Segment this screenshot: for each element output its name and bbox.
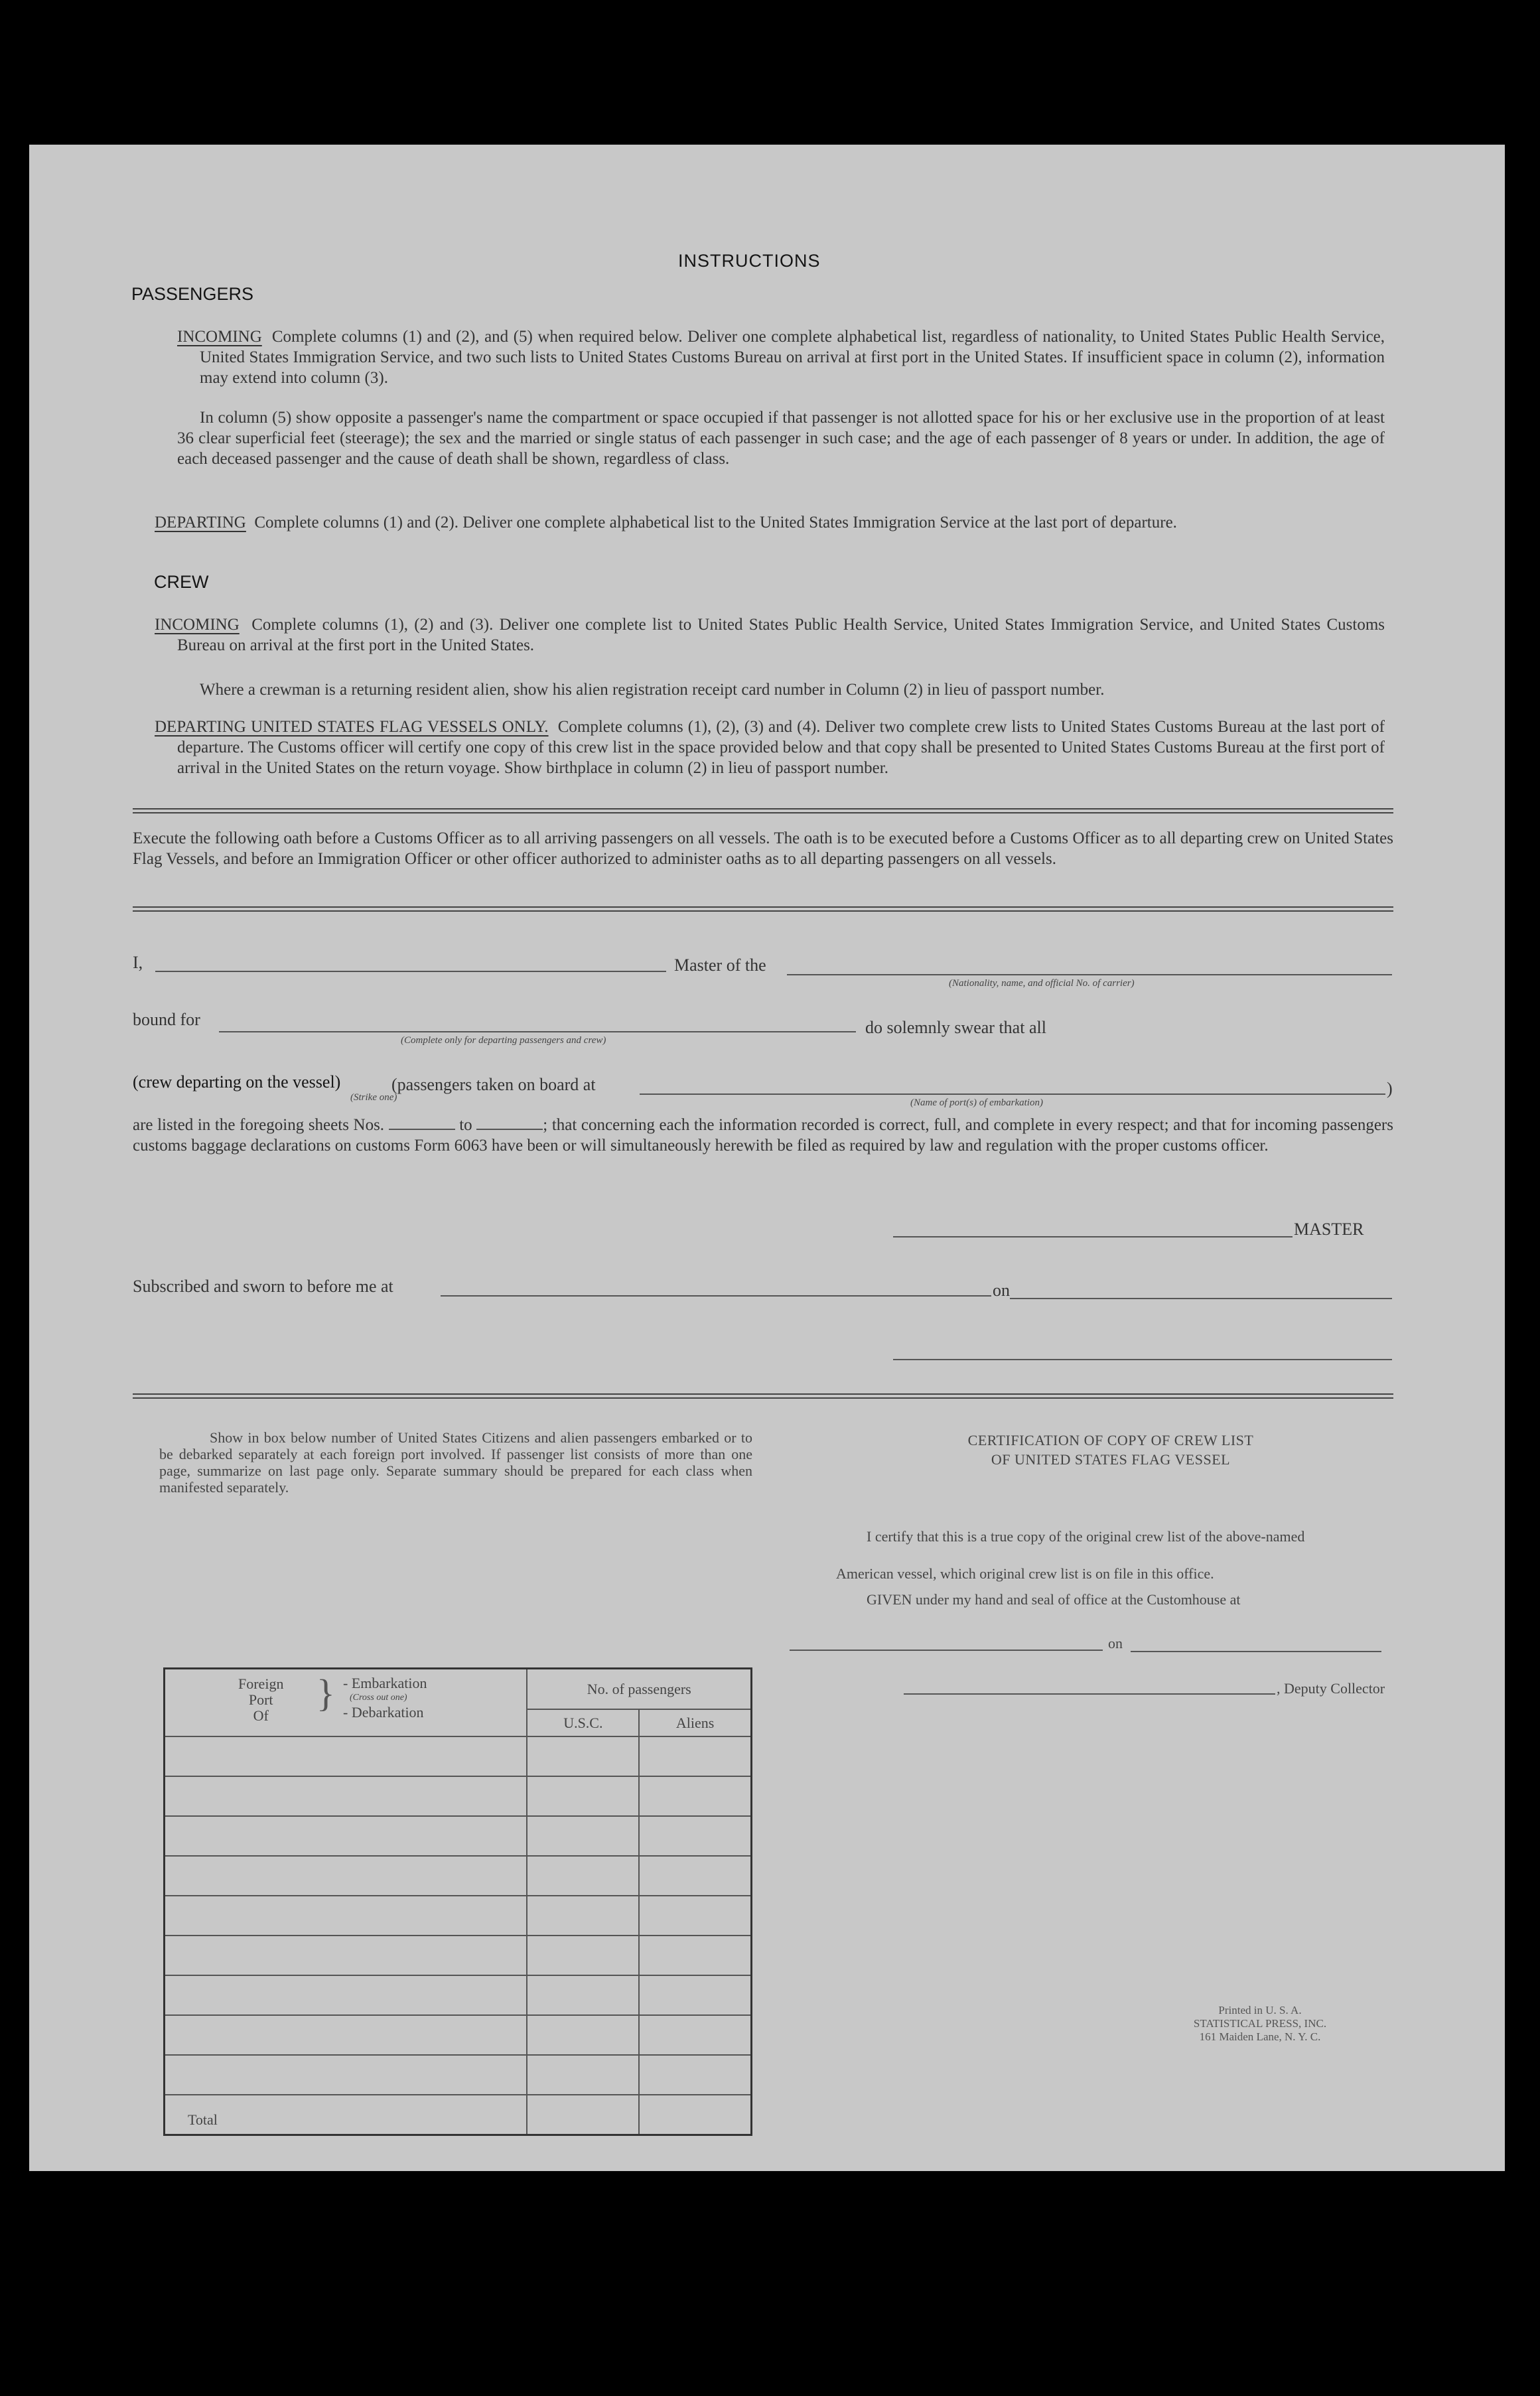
table-header-row	[165, 1669, 752, 1710]
usc-header: U.S.C.	[527, 1709, 639, 1736]
certification-text	[836, 1518, 1412, 1592]
customhouse-field[interactable]	[790, 1650, 1103, 1651]
master-signature-field[interactable]	[893, 1236, 1293, 1237]
usc-cell[interactable]	[527, 2055, 639, 2095]
carrier-field[interactable]	[787, 974, 1392, 975]
sheet-to-field[interactable]	[476, 1129, 543, 1130]
oath-divider	[133, 906, 1393, 912]
subscribed-label: Subscribed and sworn to before me at	[133, 1277, 393, 1296]
table-row	[165, 2055, 752, 2095]
certification-title	[819, 1431, 1403, 1469]
strike-one-caption: (Strike one)	[350, 1092, 397, 1103]
passengers-departing-paragraph	[155, 512, 1385, 533]
port-cell[interactable]	[165, 1936, 527, 1975]
summary-note: Show in box below number of United States Citizens and alien passengers embarked or to be debarked separately at each foreign port involved. If passenger list consists of more than one page, summarize on last page only. Separate summary should be prepared for each class when manifested separately.	[159, 1429, 752, 1496]
table-row	[165, 1816, 752, 1856]
foreign-port-header	[165, 1669, 527, 1737]
passengers-taken-option: (passengers taken on board at	[391, 1075, 596, 1094]
certification-title-line-2: OF UNITED STATES FLAG VESSEL	[991, 1451, 1231, 1468]
foreign-label: Foreign	[238, 1675, 284, 1692]
crew-departing-text: Complete columns (1), (2), (3) and (4). Deliver two complete crew lists to United States Customs Bureau at the last port of departure. The Customs officer will certify one copy of this crew list in the space provided below and that copy shall be presented to United States Customs Bureau at the first port of arrival in the United States on the return voyage. Show birthplace in column (2) in lieu of passport number.	[177, 718, 1385, 777]
form-sheet	[29, 145, 1505, 2171]
listed-to-text: to	[459, 1116, 472, 1134]
carrier-caption: (Nationality, name, and official No. of carrier)	[949, 978, 1135, 989]
aliens-cell[interactable]	[639, 1736, 751, 1776]
cross-out-caption: (Cross out one)	[350, 1693, 407, 1703]
port-cell[interactable]	[165, 2055, 527, 2095]
oath-i-label: I,	[133, 953, 143, 972]
given-text: GIVEN under my hand and seal of office at the Customhouse at	[867, 1591, 1241, 1608]
table-row	[165, 1856, 752, 1896]
table-row	[165, 1776, 752, 1816]
usc-cell[interactable]	[527, 1736, 639, 1776]
aliens-cell[interactable]	[639, 1776, 751, 1816]
passengers-departing-label: DEPARTING	[155, 514, 246, 531]
master-name-field[interactable]	[155, 971, 666, 972]
total-row	[165, 2095, 752, 2135]
table-row	[165, 1936, 752, 1975]
crew-departing-paragraph	[155, 717, 1385, 778]
instructions-title: INSTRUCTIONS	[678, 251, 821, 271]
passengers-column5-paragraph: In column (5) show opposite a passenger's name the compartment or space occupied if that passenger is not allotted space for his or her exclusive use in the proportion of at least 36 clear superficial feet (steerage); the sex and the married or single status of each passenger in such case; and the age of each passenger of 8 years or under. In addition, the age of each deceased passenger and the cause of death shall be shown, regardless of class.	[177, 409, 1385, 468]
usc-cell[interactable]	[527, 1975, 639, 2015]
ports-caption: (Name of port(s) of embarkation)	[910, 1097, 1043, 1108]
crew-heading: CREW	[154, 572, 209, 592]
crew-incoming-paragraph	[155, 614, 1385, 656]
crew-incoming-text: Complete columns (1), (2) and (3). Deliver one complete list to United States Public Health Service, United States Immigration Service, and United States Customs Bureau on arrival at the first port in the United States.	[177, 616, 1385, 654]
usc-cell[interactable]	[527, 1896, 639, 1936]
certification-title-line-1: CERTIFICATION OF COPY OF CREW LIST	[967, 1432, 1254, 1448]
port-label: Port	[248, 1691, 273, 1708]
aliens-cell[interactable]	[639, 2055, 751, 2095]
bound-for-label: bound for	[133, 1010, 200, 1029]
table-row	[165, 1736, 752, 1776]
sworn-place-field[interactable]	[441, 1295, 991, 1297]
port-cell[interactable]	[165, 1856, 527, 1896]
passengers-incoming-text: Complete columns (1) and (2), and (5) when required below. Deliver one complete alphabetical list, regardless of nationality, to United States Public Health Service, United States Immigration Service, and two such lists to United States Customs Bureau on arrival at first port in the United States. If insufficient space in column (2), information may extend into column (3).	[200, 328, 1385, 387]
swear-label: do solemnly swear that all	[865, 1018, 1046, 1037]
section-divider	[133, 808, 1393, 813]
listed-paragraph	[133, 1115, 1393, 1156]
certification-date-field[interactable]	[1131, 1651, 1381, 1652]
usc-cell[interactable]	[527, 1816, 639, 1856]
aliens-cell[interactable]	[639, 2015, 751, 2055]
crew-departing-option	[133, 1072, 340, 1092]
table-row	[165, 2015, 752, 2055]
sworn-on-label: on	[993, 1281, 1010, 1300]
bound-for-field[interactable]	[219, 1031, 856, 1032]
port-cell[interactable]	[165, 2015, 527, 2055]
usc-cell[interactable]	[527, 2015, 639, 2055]
listed-text-1: are listed in the foregoing sheets Nos.	[133, 1116, 385, 1134]
passenger-summary-table	[163, 1667, 752, 2136]
passengers-heading: PASSENGERS	[131, 284, 254, 304]
port-cell[interactable]	[165, 1776, 527, 1816]
crew-incoming-label: INCOMING	[155, 616, 240, 634]
listed-text-2: ; that concerning each the information recorded is correct, full, and complete in every respect; and that for incoming passengers customs baggage declarations on customs Form 6063 have been or will simultaneously herewith be filed as required by law and regulation with the proper customs officer.	[133, 1116, 1393, 1155]
brace-icon: }	[316, 1671, 335, 1715]
of-label: Of	[253, 1707, 269, 1724]
debarkation-option[interactable]: - Debarkation	[343, 1704, 424, 1721]
imprint-line-1: Printed in U. S. A.	[1218, 2004, 1302, 2016]
imprint-line-3: 161 Maiden Lane, N. Y. C.	[1199, 2030, 1321, 2043]
printer-imprint	[1151, 2004, 1369, 2044]
certification-on-label: on	[1108, 1635, 1123, 1652]
passengers-incoming-paragraph	[177, 326, 1385, 388]
deputy-signature-field[interactable]	[904, 1693, 1275, 1695]
passengers-incoming-label: INCOMING	[177, 328, 262, 346]
aliens-header: Aliens	[639, 1709, 751, 1736]
usc-cell[interactable]	[527, 1856, 639, 1896]
master-of-the-label: Master of the	[674, 955, 766, 975]
master-label: MASTER	[1294, 1220, 1364, 1239]
usc-cell[interactable]	[527, 1936, 639, 1975]
oath-intro: Execute the following oath before a Customs Officer as to all arriving passengers on all vessels. The oath is to be executed before a Customs Officer as to all departing crew on United States Flag Vessels, and before an Immigration Officer or other officer authorized to administer oaths as to all departing passengers on all vessels.	[133, 829, 1393, 868]
port-cell[interactable]	[165, 1975, 527, 2015]
close-paren: )	[1387, 1079, 1393, 1098]
aliens-cell[interactable]	[639, 1936, 751, 1975]
port-cell[interactable]	[165, 1896, 527, 1936]
aliens-total-cell[interactable]	[639, 2095, 751, 2135]
embarkation-port-field[interactable]	[640, 1093, 1385, 1095]
aliens-cell[interactable]	[639, 1896, 751, 1936]
embarkation-option[interactable]: - Embarkation	[343, 1675, 427, 1691]
bottom-divider	[133, 1393, 1393, 1399]
usc-cell[interactable]	[527, 1776, 639, 1816]
certify-line-1: I certify that this is a true copy of the original crew list of the above-named	[867, 1528, 1305, 1545]
sheet-from-field[interactable]	[389, 1129, 455, 1130]
port-cell[interactable]	[165, 1736, 527, 1776]
aliens-cell[interactable]	[639, 1816, 751, 1856]
passengers-departing-text: Complete columns (1) and (2). Deliver one complete alphabetical list to the United States Immigration Service at the last port of departure.	[254, 514, 1177, 531]
total-label: Total	[188, 2111, 218, 2128]
crew-resident-alien-paragraph: Where a crewman is a returning resident alien, show his alien registration receipt card number in Column (2) in lieu of passport number.	[200, 681, 1105, 699]
imprint-line-2: STATISTICAL PRESS, INC.	[1193, 2017, 1327, 2030]
table-row	[165, 1975, 752, 2015]
sworn-date-field[interactable]	[1010, 1298, 1392, 1299]
crew-departing-text: (crew departing	[133, 1072, 242, 1092]
total-label-cell	[165, 2095, 527, 2135]
usc-total-cell[interactable]	[527, 2095, 639, 2135]
officer-signature-field[interactable]	[893, 1359, 1392, 1360]
crew-departing-label: DEPARTING UNITED STATES FLAG VESSELS ONLY.	[155, 718, 549, 736]
aliens-cell[interactable]	[639, 1975, 751, 2015]
deputy-collector-label: , Deputy Collector	[1277, 1680, 1385, 1697]
certify-line-2: American vessel, which original crew list is on file in this office.	[836, 1565, 1214, 1582]
aliens-cell[interactable]	[639, 1856, 751, 1896]
bound-for-caption: (Complete only for departing passengers and crew)	[401, 1035, 606, 1046]
port-cell[interactable]	[165, 1816, 527, 1856]
table-row	[165, 1896, 752, 1936]
no-of-passengers-header: No. of passengers	[527, 1669, 751, 1710]
on-the-vessel-text: on the vessel)	[245, 1072, 341, 1092]
